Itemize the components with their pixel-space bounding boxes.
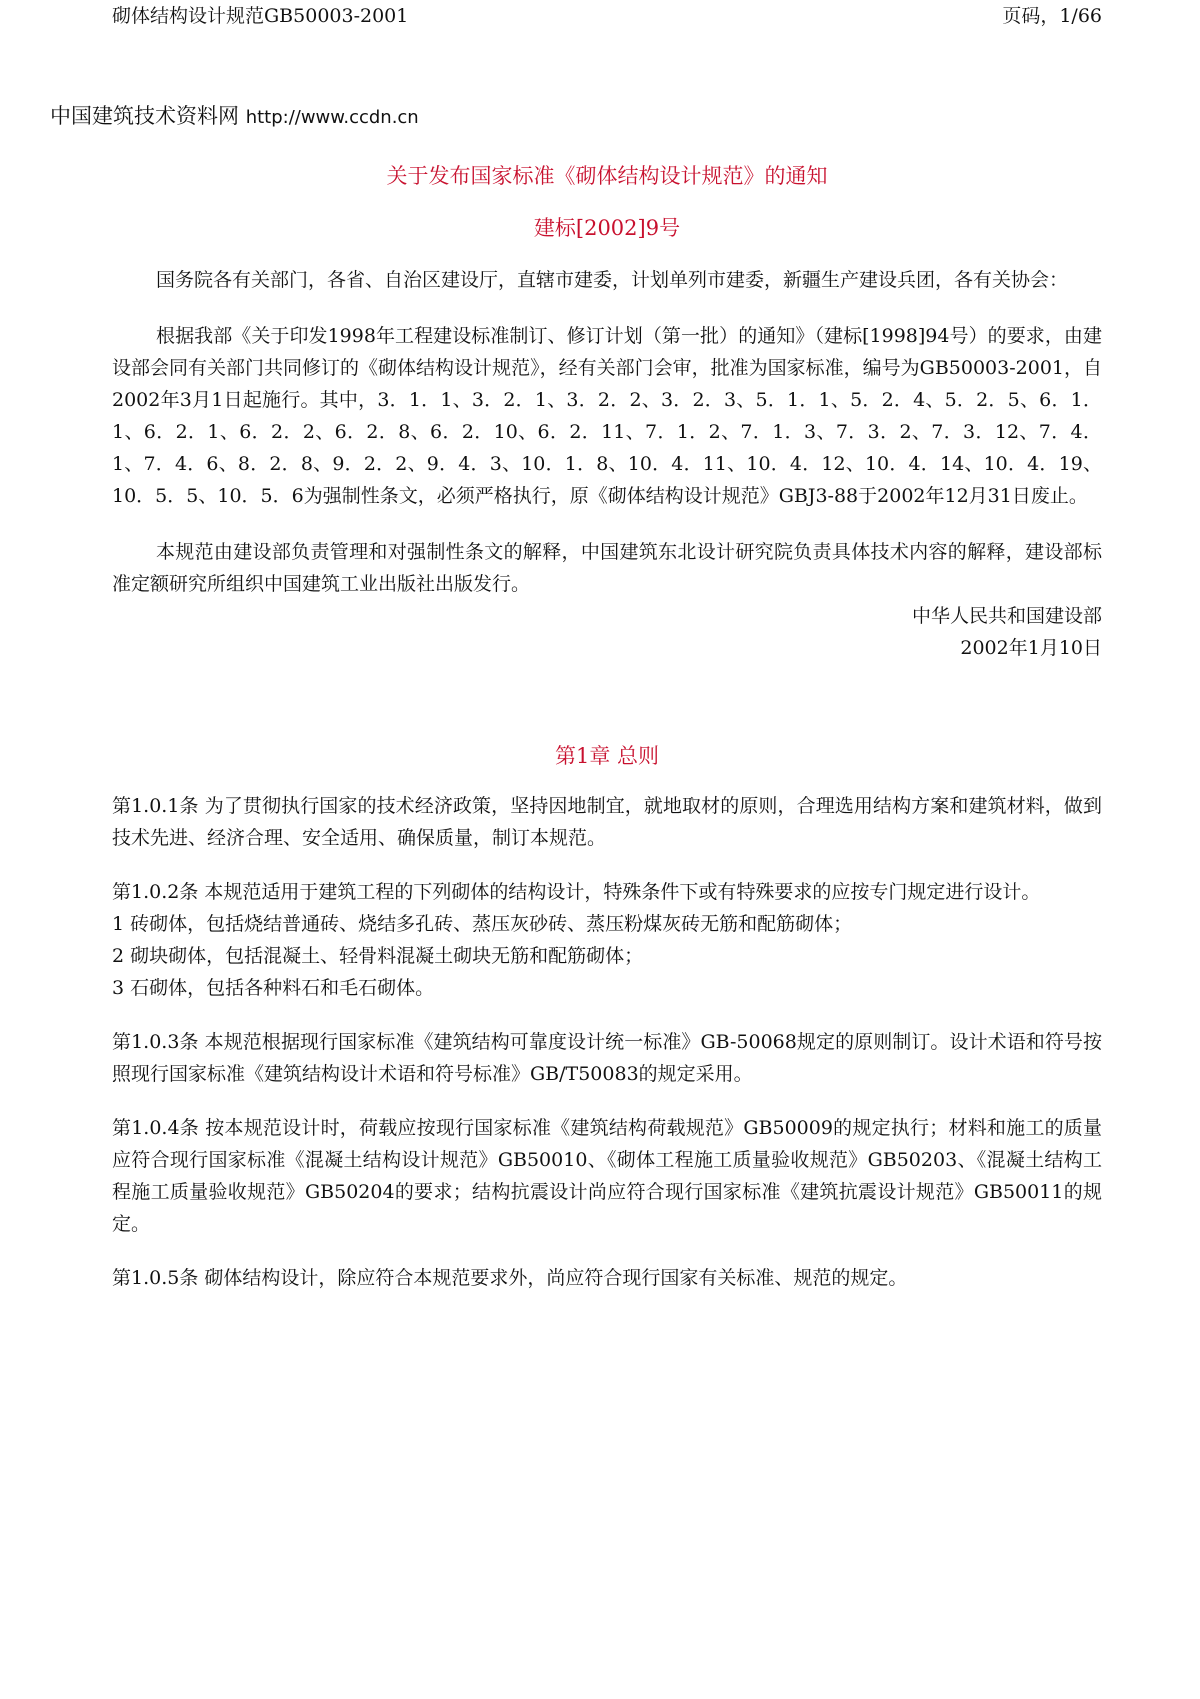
site-url[interactable]: http://www.ccdn.cn bbox=[245, 107, 419, 128]
notice-doc-number: 建标[2002]9号 bbox=[533, 216, 681, 240]
article-item: 1 砖砌体，包括烧结普通砖、烧结多孔砖、蒸压灰砂砖、蒸压粉煤灰砖无筋和配筋砌体； bbox=[112, 913, 853, 935]
article bbox=[112, 1112, 1102, 1240]
notice-addressee: 国务院各有关部门，各省、自治区建设厅，直辖市建委，计划单列市建委，新疆生产建设兵团，各有关协会： bbox=[156, 269, 1069, 291]
chapter-title: 第1章 总则 bbox=[554, 744, 660, 768]
article-text: 第1.0.1条 为了贯彻执行国家的技术经济政策，坚持因地制宜，就地取材的原则，合理选用结构方案和建筑材料，做到技术先进、经济合理、安全适用、确保质量，制订本规范。 bbox=[112, 795, 1102, 849]
article-text: 第1.0.3条 本规范根据现行国家标准《建筑结构可靠度设计统一标准》GB-50068规定的原则制订。设计术语和符号按照现行国家标准《建筑结构设计术语和符号标准》GB/T50083的规定采用。 bbox=[112, 1031, 1102, 1085]
articles bbox=[112, 790, 1102, 1294]
article-item: 3 石砌体，包括各种料石和毛石砌体。 bbox=[112, 977, 435, 999]
notice-date: 2002年1月10日 bbox=[960, 637, 1102, 659]
document-body bbox=[112, 160, 1102, 1294]
article bbox=[112, 1026, 1102, 1090]
article-text: 第1.0.4条 按本规范设计时，荷载应按现行国家标准《建筑结构荷载规范》GB50009的规定执行；材料和施工的质量应符合现行国家标准《混凝土结构设计规范》GB50010、《砌体工程施工质量验收规范》GB50203、《混凝土结构工程施工质量验收规范》GB50204的要求；结构抗震设计尚应符合现行国家标准《建筑抗震设计规范》GB50011的规定。 bbox=[112, 1117, 1102, 1235]
article bbox=[112, 1262, 1102, 1294]
notice-paragraph: 根据我部《关于印发1998年工程建设标准制订、修订计划（第一批）的通知》（建标[1998]94号）的要求，由建设部会同有关部门共同修订的《砌体结构设计规范》，经有关部门会审，批准为国家标准，编号为GB50003-2001，自2002年3月1日起施行。其中，3．1．1、3．2．1、3．2．2、3．2．3、5．1．1、5．2．4、5．2．5、6．1．1、6．2．1、6．2．2、6．2．8、6．2．10、6．2．11、7．1．2、7．1．3、7．3．2、7．3．12、7．4．1、7．4．6、8．2．8、9．2．2、9．4．3、10．1．8、10．4．11、10．4．12、10．4．14、10．4．19、10．5．5、10．5．6为强制性条文，必须严格执行，原《砌体结构设计规范》GBJ3-88于2002年12月31日废止。 bbox=[112, 325, 1102, 507]
site-line bbox=[50, 102, 419, 132]
article-item: 2 砌块砌体，包括混凝土、轻骨料混凝土砌块无筋和配筋砌体； bbox=[112, 945, 644, 967]
article bbox=[112, 790, 1102, 854]
site-name: 中国建筑技术资料网 bbox=[50, 104, 239, 128]
article-text: 第1.0.2条 本规范适用于建筑工程的下列砌体的结构设计，特殊条件下或有特殊要求的应按专门规定进行设计。 bbox=[112, 881, 1041, 903]
page-number: 页码，1/66 bbox=[1002, 5, 1102, 27]
document-name: 砌体结构设计规范GB50003-2001 bbox=[112, 5, 409, 27]
article bbox=[112, 876, 1102, 1004]
running-header bbox=[112, 2, 1102, 30]
notice-title: 关于发布国家标准《砌体结构设计规范》的通知 bbox=[386, 164, 828, 188]
notice-paragraph: 本规范由建设部负责管理和对强制性条文的解释，中国建筑东北设计研究院负责具体技术内容的解释，建设部标准定额研究所组织中国建筑工业出版社出版发行。 bbox=[112, 541, 1102, 595]
article-text: 第1.0.5条 砌体结构设计，除应符合本规范要求外，尚应符合现行国家有关标准、规范的规定。 bbox=[112, 1267, 908, 1289]
notice-issuer: 中华人民共和国建设部 bbox=[911, 605, 1102, 627]
